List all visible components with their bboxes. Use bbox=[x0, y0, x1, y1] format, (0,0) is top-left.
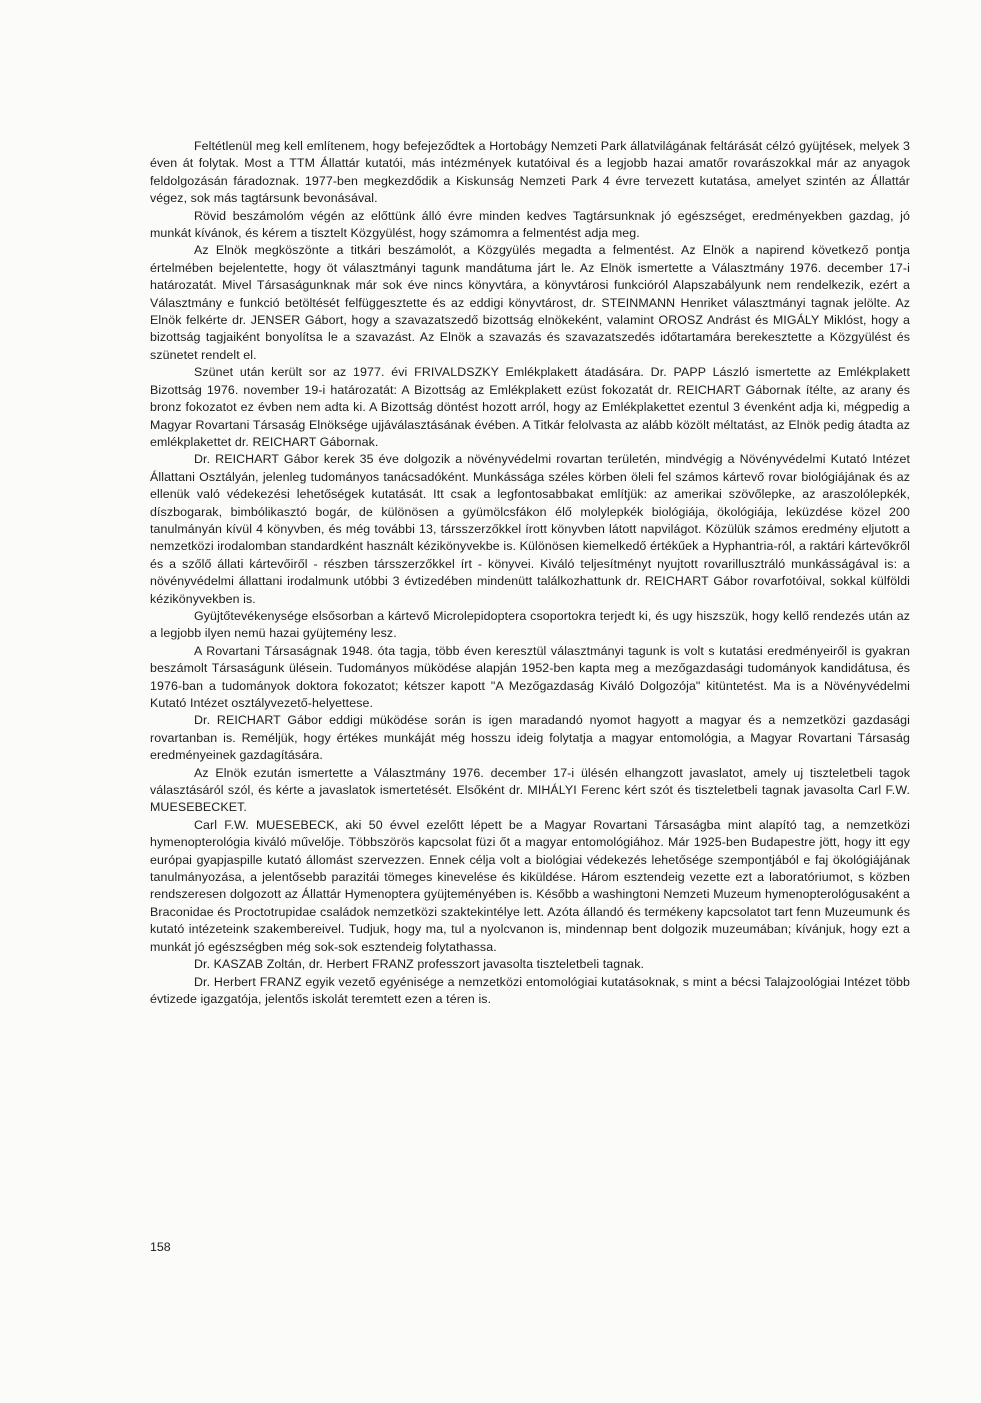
paragraph-7: A Rovartani Társaságnak 1948. óta tagja, több éven keresztül választmányi tagunk is volt s kutatási eredményeiről is gyakran beszámolt Társaságunk ülésein. Tudományos müködése alapján 1952-ben kapta meg a mezőgazdasági tudományok kandidátusa, és 1976-ban a tudományok doktora fokozatot; kétszer kapott "A Mezőgazdaság Kiváló Dolgozója" kitüntetést. Ma is a Növényvédelmi Kutató Intézet osztályvezető-helyettese. bbox=[150, 643, 910, 710]
paragraph-6: Gyüjtőtevékenysége elsősorban a kártevő Microlepidoptera csoportokra terjedt ki, és ugy hiszszük, hogy kellő rendezés után az a legjobb ilyen nemü hazai gyüjtemény lesz. bbox=[150, 608, 910, 641]
paragraph-8: Dr. REICHART Gábor eddigi müködése során is igen maradandó nyomot hagyott a magyar és a nemzetközi gazdasági rovartanban is. Reméljük, hogy értékes munkáját még hosszu ideig folytatja a magyar entomológia, a Magyar Rovartani Társaság eredményeinek gazdagítására. bbox=[150, 713, 910, 763]
page-number: 158 bbox=[150, 1240, 171, 1254]
paragraph-12: Dr. Herbert FRANZ egyik vezető egyénisége a nemzetközi entomológiai kutatásoknak, s mint a bécsi Talajzoológiai Intézet több évtizede igazgatója, jelentős iskolát teremtett ezen a téren is. bbox=[150, 974, 910, 1006]
paragraph-11: Dr. KASZAB Zoltán, dr. Herbert FRANZ professzort javasolta tiszteletbeli tagnak. bbox=[194, 957, 645, 972]
paragraph-5: Dr. REICHART Gábor kerek 35 éve dolgozik a növényvédelmi rovartan területén, mindvégig a Növényvédelmi Kutató Intézet Állattani Osztályán, jelenleg tudományos tanácsadóként. Munkássága széles körben öleli fel számos kártevő rovar biológiájának és az ellenük való védekezési lehetőségek kutatását. Itt csak a legfontosabbakat említjük: az amerikai szövőlepke, az araszolólepkék, díszbogarak, bimbólikasztó bogár, de különösen a gyümölcsfákon élő molylepkék biológiája, ökológiája, leküzdése közel 200 tanulmányán kívül 4 könyvben, és még további 13, társszerzőkkel írott könyvben látott napvilágot. Közülük számos eredmény eljutott a nemzetközi irodalomban standardként használt kézikönyvekbe is. Különösen kiemelkedő értékűek a Hyphantria-ról, a raktári kártevőkről és a szőlő állati kártevőiről - részben társszerzőkkel írt - könyvei. Kiváló teljesítményt nyujtott rovarillusztráló munkásságával is: a növényvédelmi állattani irodalmunk utóbbi 3 évtizedében mindenütt találkozhattunk dr. REICHART Gábor rovarfotóival, sokkal külföldi kézikönyvekben is. bbox=[150, 452, 910, 606]
paragraph-4: Szünet után került sor az 1977. évi FRIVALDSZKY Emlékplakett átadására. Dr. PAPP László ismertette az Emlékplakett Bizottság 1976. november 19-i határozatát: A Bizottság az Emlékplakett ezüst fokozatát dr. REICHART Gábornak ítélte, az arany és bronz fokozatot ez évben nem adta ki. A Bizottság döntést hozott arról, hogy az Emlékplakettet ezentul 3 évenként adja ki, mégpedig a Magyar Rovartani Társaság Elnöksége ujjáválasztásának évében. A Titkár felolvasta az alább közölt méltatást, az Elnök pedig átadta az emlékplakettet dr. REICHART Gábornak. bbox=[150, 365, 910, 449]
paragraph-2: Rövid beszámolóm végén az előttünk álló évre minden kedves Tagtársunknak jó egészséget, eredményekben gazdag, jó munkát kívánok, és kérem a tisztelt Közgyülést, hogy számomra a felmentést adja meg. bbox=[150, 208, 910, 241]
paragraph-9: Az Elnök ezután ismertette a Választmány 1976. december 17-i ülésén elhangzott javaslatot, amely uj tiszteletbeli tagok választásáról szól, és kérte a javaslatok ismertetését. Elsőként dr. MIHÁLYI Ferenc kért szót és tiszteletbeli tagnak javasolta Carl F.W. MUESEBECKET. bbox=[150, 765, 910, 815]
paragraph-3: Az Elnök megköszönte a titkári beszámolót, a Közgyülés megadta a felmentést. Az Elnök a napirend következő pontja értelmében bejelentette, hogy öt választmányi tagunk mandátuma járt le. Az Elnök ismertette a Választmány 1976. december 17-i határozatát. Mivel Társaságunknak már sok éve nincs könyvtára, a könyvtárosi funkcióról Alapszabályunk nem rendelkezik, ezért a Választmány e funkció betöltését felfüggesztette és az eddigi könyvtárost, dr. STEINMANN Henriket választmányi tagnak jelölte. Az Elnök felkérte dr. JENSER Gábort, hogy a szavazatszedő bizottság elnökeként, valamint OROSZ Andrást és MIGÁLY Miklóst, hogy a bizottság tagjaiként bonyolítsa le a szavazást. Az Elnök a szavazás és szavazatszedés időtartamára berekesztette a Közgyülést és szünetet rendelt el. bbox=[150, 243, 910, 362]
paragraph-1: Feltétlenül meg kell említenem, hogy befejeződtek a Hortobágy Nemzeti Park állatvilágának feltárását célzó gyüjtések, melyek 3 éven át folytak. Most a TTM Állattár kutatói, más intézmények kutatóival és a legjobb hazai amatőr rovarászokkal már az anyagok feldolgozásán fáradoznak. 1977-ben megkezdődik a Kiskunság Nemzeti Park 4 évre tervezett kutatása, amelyet szintén az Állattár végez, sok más tagtársunk bevonásával. bbox=[150, 139, 910, 206]
body-text bbox=[150, 138, 910, 1008]
paragraph-10: Carl F.W. MUESEBECK, aki 50 évvel ezelőtt lépett be a Magyar Rovartani Társaságba mint alapító tag, a nemzetközi hymenopterológia kiváló művelője. Többszörös kapcsolat füzi őt a magyar entomológiához. Már 1925-ben Budapestre jött, hogy itt egy európai gyapjaspille kutató állomást szervezzen. Ennek célja volt a biológiai védekezés lehetősége szempontjából e faj ökológiájának tanulmányozása, a jelentősebb parazitái tömeges kinevelése és kiküldése. Három esztendeig vezette ezt a laboratóriumot, s közben rendszeresen dolgozott az Állattár Hymenoptera gyüjteményében is. Később a washingtoni Nemzeti Muzeum hymenopterológusaként a Braconidae és Proctotrupidae családok nemzetközi szaktekintélye lett. Azóta állandó és termékeny kapcsolatot tart fenn Muzeumunk és kutató intézeteink szakembereivel. Tudjuk, hogy ma, tul a nyolcvanon is, mindennap bent dolgozik muzeumában; kívánjuk, hogy ezt a munkát jó egészségben még sok-sok esztendeig folytathassa. bbox=[150, 817, 910, 954]
